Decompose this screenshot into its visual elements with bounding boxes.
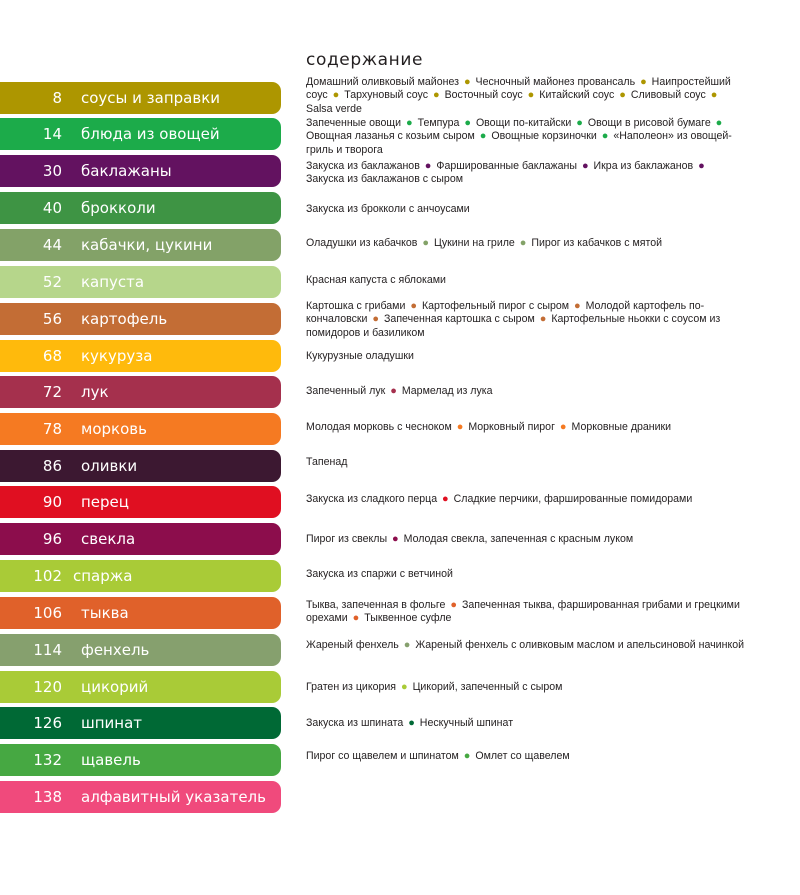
section-page-number: 138 [33,788,62,806]
bullet-separator-icon: ● [392,533,399,545]
recipe-item[interactable]: Овощи в рисовой бумаге [587,117,711,129]
section-bar[interactable] [0,450,281,482]
recipe-item[interactable]: Овощная лазанья с козьим сыром [306,130,475,143]
section-bar[interactable] [0,192,281,224]
bullet-separator-icon: ● [640,76,647,88]
section-bar[interactable] [0,671,281,703]
bullet-separator-icon: ● [715,117,723,129]
section-title: перец [81,493,129,511]
section-recipes [306,385,746,398]
bullet-separator-icon: ● [390,385,397,397]
section-bar[interactable] [0,266,281,298]
bullet-separator-icon: ● [410,300,417,312]
section-recipes [306,117,746,157]
bullet-separator-icon: ● [372,313,380,326]
recipe-item[interactable]: Молодая морковь с чесноком [306,421,452,433]
section-bar[interactable] [0,781,281,813]
bullet-separator-icon: ● [422,237,430,249]
recipe-item[interactable]: Тыква, запеченная в фольге [306,599,446,611]
recipe-item[interactable]: Овощи по-китайски [475,117,572,129]
recipe-item[interactable]: Пирог из кабачков с мятой [531,237,663,249]
recipe-item[interactable]: Молодой картофель по-кончаловски [306,300,705,326]
recipe-item[interactable]: Икра из баклажанов [593,160,694,172]
section-recipes [306,717,746,730]
section-bar[interactable] [0,486,281,518]
bullet-separator-icon: ● [424,160,432,172]
recipe-item[interactable]: Темпура [417,117,460,129]
section-recipes [306,681,746,694]
recipe-item[interactable]: Молодая свекла, запеченная с красным луком [403,533,634,545]
bullet-separator-icon: ● [400,681,408,693]
section-recipes [306,599,746,626]
recipe-item[interactable]: Пирог из свеклы [306,533,388,545]
bullet-separator-icon: ● [581,160,589,172]
section-bar[interactable] [0,303,281,335]
section-title: морковь [81,420,147,438]
section-title: брокколи [81,199,156,217]
recipe-item[interactable]: Овощные корзиночки [491,130,597,143]
section-page-number: 78 [42,420,62,438]
recipe-item[interactable]: Закуска из сладкого перца [306,493,438,505]
recipe-item[interactable]: Закуска из брокколи с анчоусами [306,203,470,215]
recipe-item[interactable]: Красная капуста с яблоками [306,274,446,286]
section-recipes [306,274,746,287]
section-title: шпинат [81,714,143,732]
section-bar[interactable] [0,82,281,114]
section-title: алфавитный указатель [81,788,266,806]
section-page-number: 52 [42,273,62,291]
bullet-separator-icon: ● [576,117,583,129]
bullet-separator-icon: ● [698,160,705,172]
bullet-separator-icon: ● [403,639,411,651]
section-bar[interactable] [0,376,281,408]
bullet-separator-icon: ● [601,130,609,143]
section-bar[interactable] [0,560,281,592]
section-page-number: 14 [42,125,62,143]
section-page-number: 72 [42,383,62,401]
section-page-number: 68 [42,347,62,365]
recipe-item[interactable]: Морковные драники [571,421,672,433]
section-bar[interactable] [0,118,281,150]
recipe-item[interactable]: Жареный фенхель [306,639,399,651]
recipe-item[interactable]: Запеченная тыква, фаршированная грибами и грецкими орехами [306,599,740,625]
bullet-separator-icon: ● [527,89,535,102]
recipe-item[interactable]: Восточный соус [444,89,523,102]
bullet-separator-icon: ● [408,717,415,729]
recipe-item[interactable]: Домашний оливковый майонез [306,76,459,88]
section-bar[interactable] [0,707,281,739]
recipe-item[interactable]: Сладкие перчики, фаршированные помидорами [453,493,693,505]
section-title: кабачки, цукини [81,236,213,254]
recipe-item[interactable]: Запеченный лук [306,385,386,397]
section-page-number: 8 [52,89,62,107]
recipe-item[interactable]: Гратен из цикория [306,681,397,693]
recipe-item[interactable]: Жареный фенхель с оливковым маслом и апельсиновой начинкой [415,639,745,651]
section-page-number: 44 [42,236,62,254]
recipe-item[interactable]: Мармелад из лука [401,385,493,397]
section-page-number: 56 [42,310,62,328]
section-title: оливки [81,457,138,475]
bullet-separator-icon: ● [464,117,471,129]
bullet-separator-icon: ● [406,117,413,129]
recipe-item[interactable]: Закуска из спаржи с ветчиной [306,568,453,580]
recipe-item[interactable]: Цукини на гриле [433,237,515,249]
recipe-item[interactable]: Сливовый соус [630,89,706,102]
section-recipes [306,750,746,763]
section-page-number: 126 [33,714,62,732]
bullet-separator-icon: ● [432,89,440,102]
section-recipes [306,160,746,187]
section-bar[interactable] [0,340,281,372]
section-page-number: 40 [42,199,62,217]
bullet-separator-icon: ● [442,493,449,505]
section-title: тыква [81,604,129,622]
bullet-separator-icon: ● [463,76,471,88]
bullet-separator-icon: ● [574,300,581,312]
section-recipes [306,76,746,116]
bullet-separator-icon: ● [539,313,547,326]
recipe-item[interactable]: Запеченная картошка с сыром [384,313,535,326]
recipe-item[interactable]: Чесночный майонез провансаль [475,76,636,88]
bullet-separator-icon: ● [710,89,718,102]
section-recipes [306,300,746,340]
section-bar[interactable] [0,634,281,666]
section-title: спаржа [73,567,133,585]
section-bar[interactable] [0,744,281,776]
section-bar[interactable] [0,523,281,555]
bullet-separator-icon: ● [463,750,471,762]
section-recipes [306,350,746,363]
bullet-separator-icon: ● [479,130,487,143]
recipe-item[interactable]: Наипростейший соус [306,76,731,102]
recipe-item[interactable]: Запеченные овощи [306,117,402,129]
recipe-item[interactable]: Картофельный пирог с сыром [421,300,570,312]
section-recipes [306,237,746,250]
bullet-separator-icon: ● [519,237,527,249]
section-title: картофель [81,310,168,328]
section-recipes [306,203,746,216]
section-title: кукуруза [81,347,153,365]
recipe-item[interactable]: Китайский соус [539,89,615,102]
section-recipes [306,568,746,581]
bullet-separator-icon: ● [352,612,360,625]
recipe-item[interactable]: Тапенад [306,456,348,468]
section-title: баклажаны [81,162,172,180]
section-page-number: 96 [42,530,62,548]
bullet-separator-icon: ● [559,421,567,433]
section-page-number: 90 [42,493,62,511]
bullet-separator-icon: ● [456,421,464,433]
section-page-number: 30 [42,162,62,180]
section-recipes [306,493,746,506]
recipe-item[interactable]: Закуска из баклажанов с сыром [306,173,463,186]
recipe-item[interactable]: Кукурузные оладушки [306,350,414,362]
section-recipes [306,639,746,652]
section-title: свекла [81,530,136,548]
bullet-separator-icon: ● [450,599,458,611]
recipe-item[interactable]: Тыквенное суфле [364,612,452,625]
recipe-item[interactable]: Закуска из баклажанов [306,160,420,172]
section-page-number: 86 [42,457,62,475]
section-bar[interactable] [0,413,281,445]
section-page-number: 106 [33,604,62,622]
section-bar[interactable] [0,155,281,187]
section-recipes [306,456,746,469]
recipe-item[interactable]: Картофельные ньокки с соусом из помидоров и базиликом [306,313,721,339]
bullet-separator-icon: ● [619,89,626,102]
section-title: лук [81,383,109,401]
recipe-item[interactable]: Морковный пирог [468,421,555,433]
section-title: фенхель [81,641,150,659]
recipe-item[interactable]: Омлет со щавелем [475,750,570,762]
page-title: содержание [306,50,424,70]
recipe-item[interactable]: Нескучный шпинат [419,717,514,729]
recipe-item[interactable]: Цикорий, запеченный с сыром [412,681,563,693]
section-title: щавель [81,751,141,769]
section-recipes [306,533,746,546]
section-page-number: 132 [33,751,62,769]
section-bar[interactable] [0,229,281,261]
section-recipes [306,421,746,434]
section-title: соусы и заправки [81,89,221,107]
section-title: блюда из овощей [81,125,220,143]
recipe-item[interactable]: Картошка с грибами [306,300,406,312]
recipe-item[interactable]: Оладушки из кабачков [306,237,418,249]
recipe-item[interactable]: Закуска из шпината [306,717,404,729]
section-title: цикорий [81,678,149,696]
recipe-item[interactable]: Тархуновый соус [344,89,428,102]
recipe-item[interactable]: «Наполеон» из овощей-гриль и творога [306,130,732,156]
section-page-number: 120 [33,678,62,696]
bullet-separator-icon: ● [332,89,340,102]
section-bar[interactable] [0,597,281,629]
recipe-item[interactable]: Пирог со щавелем и шпинатом [306,750,459,762]
section-title: капуста [81,273,145,291]
recipe-item[interactable]: Фаршированные баклажаны [436,160,577,172]
section-page-number: 114 [33,641,62,659]
recipe-item[interactable]: Salsa verde [306,102,362,115]
section-page-number: 102 [33,567,62,585]
